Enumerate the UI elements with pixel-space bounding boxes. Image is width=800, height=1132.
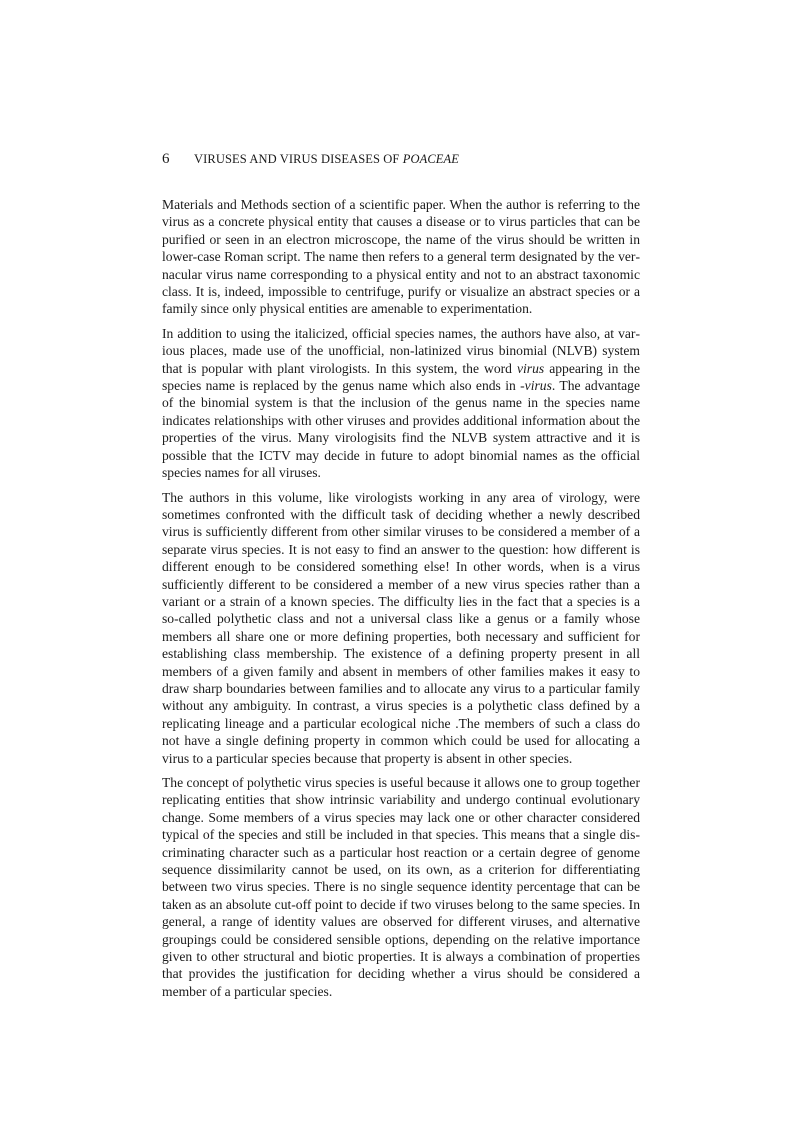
paragraph-1: Materials and Methods section of a scientific paper. When the author is referring to the virus as a concrete physical entity that causes a disease or to virus particles that can be purified or seen in an electron microscope, the name of the virus should be written in lower-case Roman script. The name then refers to a general term designated by the vernacular virus name corresponding to a physical entity and not to an abstract taxonomic class. It is, indeed, impossible to centrifuge, purify or visualize an abstract species or a family since only physical entities are amenable to experimentation.: [162, 197, 640, 317]
paragraph-2-italic-virus: virus: [516, 360, 545, 376]
paragraph-2-part-b: appearing in the species name is replaced by the genus name which also ends in: [162, 360, 640, 394]
paragraph-2-part-a: In addition to using the italicized, official species names, the authors have also, at various places, made use of the unofficial, non-latinized virus binomial (NLVB) system that is popular with plant virologists. In this system, the word: [162, 325, 640, 376]
running-head: [162, 149, 642, 169]
paragraph-3: The authors in this volume, like virologists working in any area of virology, were sometimes confronted with the difficult task of deciding whether a newly described virus is sufficiently different from other similar viruses to be considered a member of a separate virus species. It is not easy to find an answer to the question: how different is different enough to be considered something else! In other words, when is a virus sufficiently different to be considered a member of a new virus species rather than a variant or a strain of a known species. The difficulty lies in the fact that a species is a so-called polythetic class and not a universal class like a genus or a family whose members all share one or more defining properties, both necessary and sufficient for establishing class membership. The existence of a defining property present in all members of a given family and absent in members of other families makes it easy to draw sharp boundaries between families and to allocate any virus to a particular family without any ambiguity. In contrast, a virus species is a polythetic class defined by a replicating lineage and a particular ecological niche .The members of such a class do not have a single defining property in common which could be used for allocating a virus to a particular species because that property is absent in other species.: [162, 489, 640, 766]
paragraph-2-italic-suffix: -virus: [520, 378, 552, 394]
running-title: [194, 152, 459, 166]
running-title-text: VIRUSES AND VIRUS DISEASES OF: [194, 152, 403, 166]
paragraph-4: The concept of polythetic virus species is useful because it allows one to group together replicating entities that show intrinsic variability and undergo continual evolutionary change. Some members of a virus species may lack one or other character considered typical of the species and still be included in that species. This means that a single discriminating character such as a particular host reaction or a certain degree of genome sequence dissimilarity cannot be used, on its own, as a criterion for differentiating between two virus species. There is no single sequence identity percentage that can be taken as an absolute cut-off point to decide if two viruses belong to the same species. In general, a range of identity values are observed for different viruses, and alternative groupings could be considered sensible options, depending on the relative importance given to other structural and biotic properties. It is always a combination of properties that provides the justification for deciding whether a virus should be considered a member of a particular species.: [162, 775, 640, 999]
page-number: 6: [162, 151, 170, 167]
running-title-italic: POACEAE: [402, 152, 459, 166]
paragraph-2-part-c: . The advantage of the binomial system is that the inclusion of the genus name in the species name indicates relationships with other viruses and provides additional information about the properties of the virus. Many virologisits find the NLVB system attractive and it is possible that the ICTV may decide in future to adopt binomial names as the official species names for all viruses.: [162, 378, 640, 481]
body-text: [162, 196, 640, 1007]
paragraph-2: [162, 325, 640, 482]
